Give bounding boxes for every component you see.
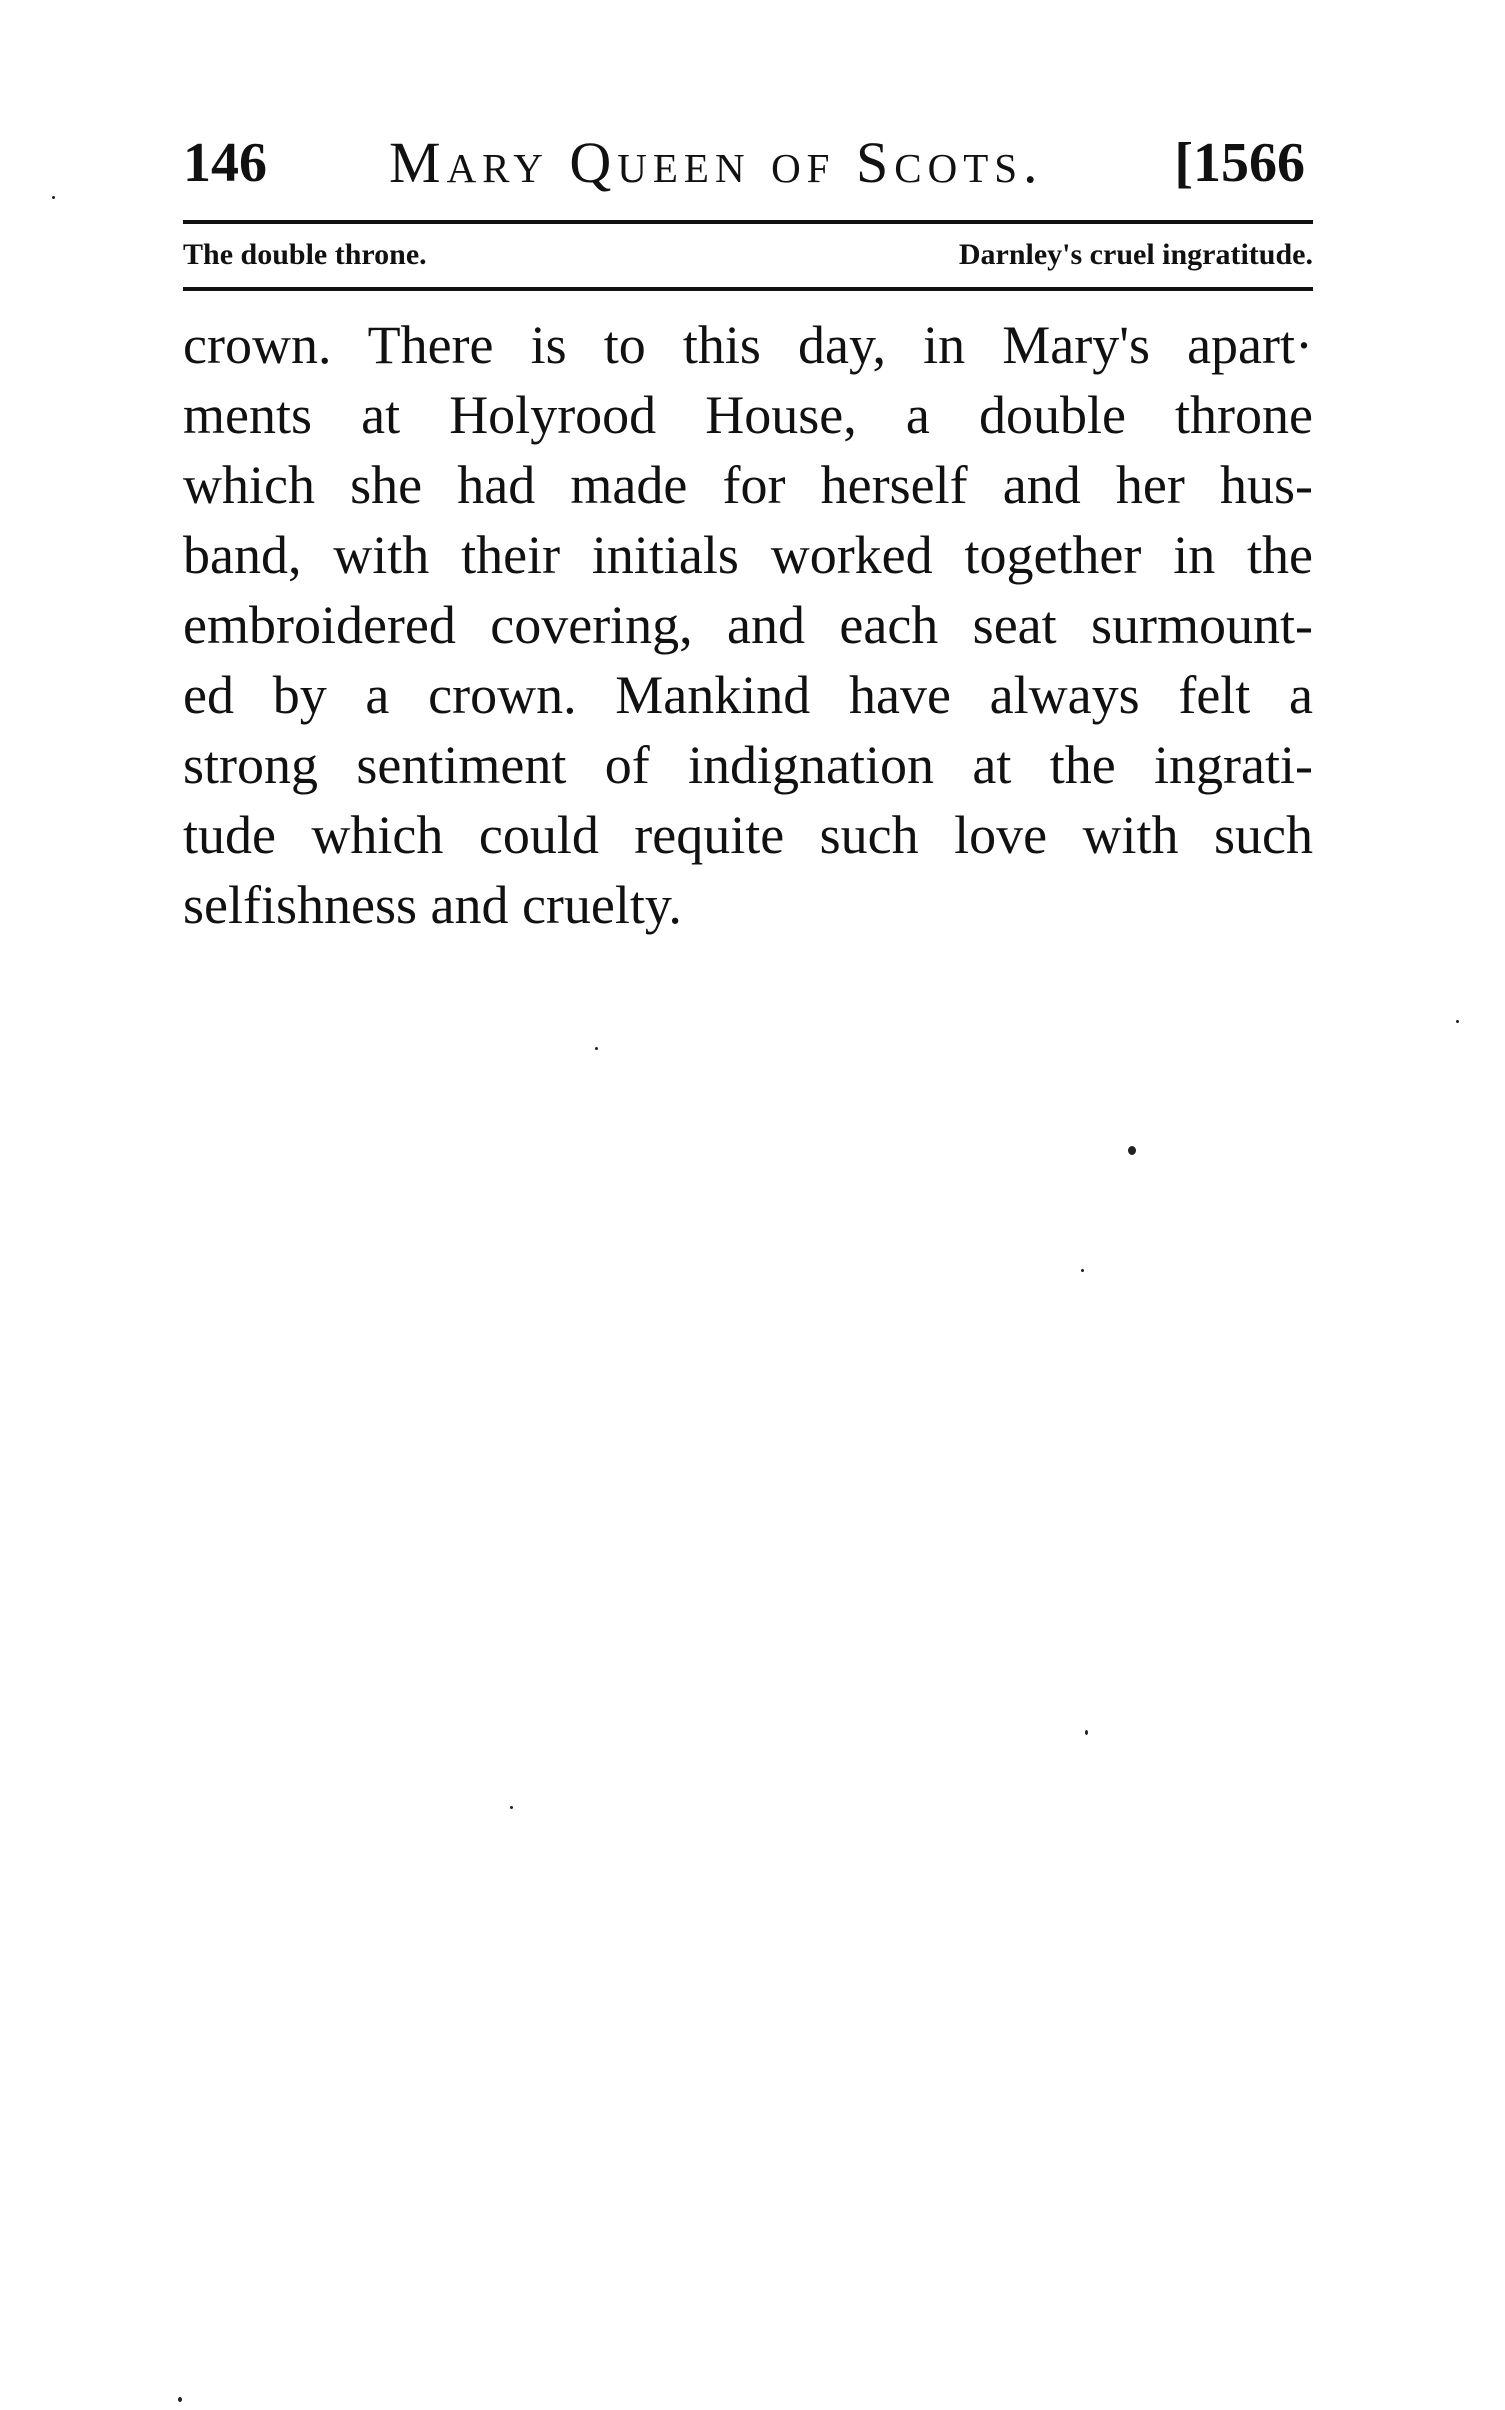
side-note-right: Darnley's cruel ingratitude. (958, 238, 1313, 271)
scan-speck (595, 1047, 598, 1050)
text-line: ed by a crown. Mankind have always felt a (183, 665, 1313, 725)
scan-speck (1081, 1269, 1084, 1272)
book-title: Mary Queen of Scots. (389, 130, 1044, 195)
text-line: selfishness and cruelty. (183, 875, 682, 935)
text-line: tude which could requite such love with such (183, 805, 1313, 865)
marginal-notes (183, 229, 1313, 281)
header-rule-bottom (183, 287, 1313, 291)
running-head (183, 128, 1313, 198)
text-line: which she had made for herself and her hus- (183, 455, 1313, 515)
header-rule-top (183, 220, 1313, 224)
side-note-left: The double throne. (183, 238, 427, 271)
scan-speck (178, 2397, 182, 2402)
text-line: embroidered covering, and each seat surmount- (183, 595, 1313, 655)
year-marker: [1566 (1174, 132, 1305, 194)
scan-speck (1128, 1146, 1136, 1155)
text-line: ments at Holyrood House, a double throne (183, 385, 1313, 445)
scan-speck (510, 1806, 513, 1809)
scan-speck (1456, 1020, 1459, 1023)
scan-speck (1085, 1730, 1088, 1735)
page-number: 146 (183, 132, 267, 194)
text-line: band, with their initials worked together in the (183, 525, 1313, 585)
body-paragraph (183, 310, 1313, 940)
scan-speck (52, 196, 55, 199)
text-line: strong sentiment of indignation at the ingrati- (183, 735, 1313, 795)
text-line: crown. There is to this day, in Mary's apart· (183, 315, 1313, 375)
